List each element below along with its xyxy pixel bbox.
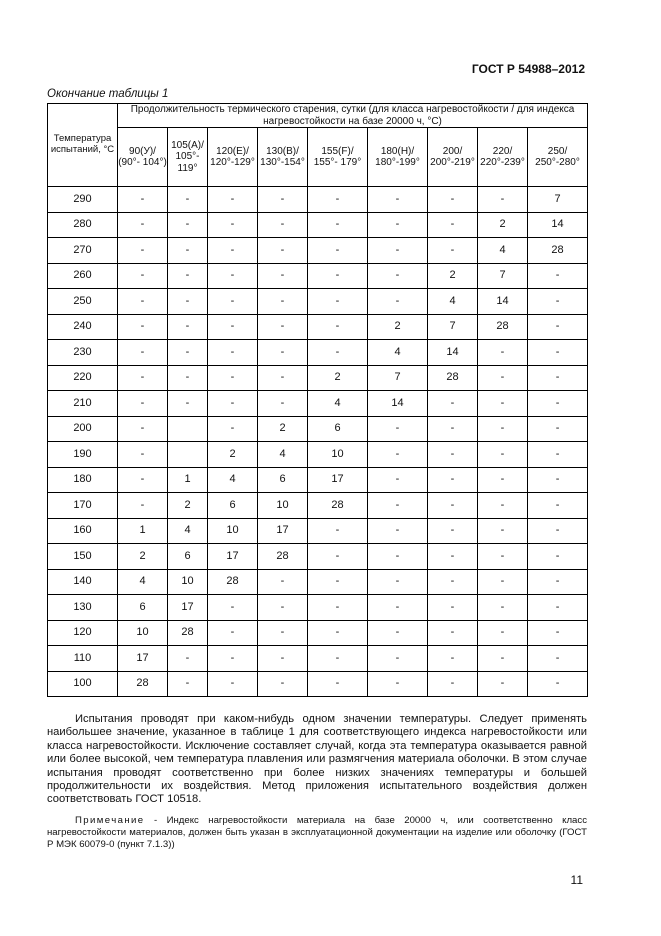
duration-cell: 14 bbox=[528, 212, 588, 238]
duration-cell: - bbox=[308, 544, 368, 570]
temperature-cell: 180 bbox=[48, 467, 118, 493]
duration-cell: - bbox=[208, 391, 258, 417]
duration-cell: 17 bbox=[208, 544, 258, 570]
duration-cell: - bbox=[528, 263, 588, 289]
duration-cell: - bbox=[208, 289, 258, 315]
duration-cell: - bbox=[308, 289, 368, 315]
class-header-6: 200/ 200°-219° bbox=[428, 128, 478, 187]
duration-cell: - bbox=[118, 187, 168, 213]
duration-cell: - bbox=[368, 442, 428, 468]
duration-cell: - bbox=[478, 340, 528, 366]
duration-cell: - bbox=[308, 187, 368, 213]
duration-cell: - bbox=[528, 467, 588, 493]
duration-cell: 10 bbox=[168, 569, 208, 595]
duration-cell: - bbox=[528, 416, 588, 442]
note-text: - Индекс нагревостойкости материала на базе 20000 ч, или соответственно класс нагревостойкости материалов, должен быть указан в эксплуатационной документации на изделие или оболочку (ГОСТ Р МЭК 60079-0 (пункт 7.1.3)) bbox=[47, 815, 587, 850]
duration-cell: 17 bbox=[258, 518, 308, 544]
duration-cell bbox=[168, 442, 208, 468]
duration-cell: 28 bbox=[208, 569, 258, 595]
temperature-cell: 230 bbox=[48, 340, 118, 366]
class-header-8: 250/ 250°-280° bbox=[528, 128, 588, 187]
table-row bbox=[48, 391, 588, 417]
temperature-cell: 220 bbox=[48, 365, 118, 391]
duration-cell: - bbox=[478, 187, 528, 213]
duration-cell: - bbox=[528, 391, 588, 417]
duration-cell: 4 bbox=[308, 391, 368, 417]
document-id: ГОСТ Р 54988–2012 bbox=[471, 62, 585, 76]
duration-cell: - bbox=[368, 493, 428, 519]
duration-cell: 4 bbox=[368, 340, 428, 366]
duration-cell: - bbox=[208, 620, 258, 646]
duration-cell: - bbox=[308, 263, 368, 289]
duration-cell: 4 bbox=[118, 569, 168, 595]
table-row bbox=[48, 518, 588, 544]
duration-cell: - bbox=[478, 467, 528, 493]
table-row bbox=[48, 416, 588, 442]
duration-cell: 7 bbox=[528, 187, 588, 213]
duration-cell: - bbox=[478, 365, 528, 391]
note-paragraph bbox=[47, 815, 587, 850]
duration-cell: - bbox=[208, 595, 258, 621]
duration-cell: 4 bbox=[168, 518, 208, 544]
duration-cell: - bbox=[528, 365, 588, 391]
duration-cell: - bbox=[428, 646, 478, 672]
duration-cell: - bbox=[368, 467, 428, 493]
class-header-2: 120(Е)/ 120°-129° bbox=[208, 128, 258, 187]
duration-cell: 7 bbox=[478, 263, 528, 289]
duration-cell: 7 bbox=[368, 365, 428, 391]
temperature-column-header: Температура испытаний, °С bbox=[48, 104, 118, 187]
duration-cell: - bbox=[528, 671, 588, 697]
duration-cell: - bbox=[308, 646, 368, 672]
duration-cell: - bbox=[258, 620, 308, 646]
duration-cell: - bbox=[118, 314, 168, 340]
duration-cell: - bbox=[258, 569, 308, 595]
duration-cell: 2 bbox=[308, 365, 368, 391]
table-caption: Окончание таблицы 1 bbox=[47, 88, 169, 100]
class-header-1: 105(А)/ 105°- 119° bbox=[168, 128, 208, 187]
duration-cell: - bbox=[258, 187, 308, 213]
duration-cell: - bbox=[428, 569, 478, 595]
table-row bbox=[48, 467, 588, 493]
duration-cell: - bbox=[168, 391, 208, 417]
duration-cell: - bbox=[118, 493, 168, 519]
duration-cell: - bbox=[208, 646, 258, 672]
duration-cell: - bbox=[258, 595, 308, 621]
duration-cell: 14 bbox=[368, 391, 428, 417]
duration-cell: 4 bbox=[478, 238, 528, 264]
table-row bbox=[48, 544, 588, 570]
duration-cell: 10 bbox=[208, 518, 258, 544]
temperature-cell: 290 bbox=[48, 187, 118, 213]
duration-cell: - bbox=[368, 646, 428, 672]
duration-cell: - bbox=[478, 671, 528, 697]
duration-cell: - bbox=[118, 416, 168, 442]
duration-cell: - bbox=[308, 238, 368, 264]
duration-cell: 28 bbox=[258, 544, 308, 570]
table-row bbox=[48, 493, 588, 519]
duration-cell: - bbox=[428, 238, 478, 264]
duration-cell: - bbox=[208, 212, 258, 238]
duration-cell: - bbox=[528, 314, 588, 340]
duration-cell: - bbox=[168, 646, 208, 672]
duration-cell: - bbox=[208, 340, 258, 366]
duration-cell: - bbox=[258, 212, 308, 238]
duration-cell: 6 bbox=[118, 595, 168, 621]
duration-cell: - bbox=[168, 263, 208, 289]
duration-cell: - bbox=[528, 569, 588, 595]
duration-cell: 4 bbox=[428, 289, 478, 315]
duration-cell: - bbox=[308, 595, 368, 621]
duration-cell: - bbox=[258, 340, 308, 366]
duration-cell: 28 bbox=[428, 365, 478, 391]
duration-cell: - bbox=[208, 314, 258, 340]
duration-cell: - bbox=[258, 391, 308, 417]
duration-cell: - bbox=[428, 493, 478, 519]
duration-cell: - bbox=[368, 518, 428, 544]
duration-cell: - bbox=[368, 620, 428, 646]
duration-cell: - bbox=[368, 416, 428, 442]
temperature-cell: 120 bbox=[48, 620, 118, 646]
duration-cell: - bbox=[478, 518, 528, 544]
duration-cell: 7 bbox=[428, 314, 478, 340]
duration-cell: - bbox=[368, 671, 428, 697]
temperature-cell: 110 bbox=[48, 646, 118, 672]
duration-cell: 17 bbox=[308, 467, 368, 493]
duration-cell: - bbox=[208, 365, 258, 391]
duration-cell: - bbox=[308, 212, 368, 238]
temperature-cell: 140 bbox=[48, 569, 118, 595]
body-paragraph: Испытания проводят при каком-нибудь одном значении температуры. Следует применять наибольшее значение, указанное в таблице 1 для соответствующего индекса нагревостойкости или класса нагревостойкости. Исключение составляет случай, когда эта температура оказывается равной или более высокой, чем температура плавления или размягчения материала оболочки. В этом случае испытания проводят соответственно при более низких значениях температуры и большей продолжительности их воздействия. Метод приложения испытательного воздействия должен соответствовать ГОСТ 10518. bbox=[47, 713, 587, 806]
duration-cell: - bbox=[308, 314, 368, 340]
temperature-cell: 280 bbox=[48, 212, 118, 238]
duration-span-header: Продолжительность термического старения, сутки (для класса нагревостойкости / для индекса нагревостойкости на базе 20000 ч, °С) bbox=[118, 104, 588, 128]
duration-cell: - bbox=[168, 289, 208, 315]
duration-cell: - bbox=[308, 569, 368, 595]
page-number: 11 bbox=[570, 873, 583, 887]
duration-cell: - bbox=[478, 416, 528, 442]
duration-cell: - bbox=[428, 518, 478, 544]
duration-cell: 14 bbox=[478, 289, 528, 315]
duration-cell: 2 bbox=[258, 416, 308, 442]
table-row bbox=[48, 569, 588, 595]
duration-cell: - bbox=[478, 569, 528, 595]
duration-cell: - bbox=[528, 442, 588, 468]
table-row bbox=[48, 289, 588, 315]
class-header-7: 220/ 220°-239° bbox=[478, 128, 528, 187]
duration-cell: - bbox=[308, 620, 368, 646]
temperature-cell: 250 bbox=[48, 289, 118, 315]
duration-cell: - bbox=[168, 365, 208, 391]
duration-cell: 4 bbox=[208, 467, 258, 493]
duration-cell: - bbox=[368, 289, 428, 315]
duration-cell: - bbox=[168, 187, 208, 213]
duration-cell: - bbox=[528, 544, 588, 570]
duration-cell: - bbox=[528, 340, 588, 366]
table-row bbox=[48, 187, 588, 213]
duration-cell: 6 bbox=[168, 544, 208, 570]
temperature-cell: 170 bbox=[48, 493, 118, 519]
duration-cell: - bbox=[168, 212, 208, 238]
duration-cell: - bbox=[118, 467, 168, 493]
temperature-cell: 190 bbox=[48, 442, 118, 468]
duration-cell: - bbox=[478, 646, 528, 672]
duration-cell: - bbox=[428, 544, 478, 570]
table-row bbox=[48, 263, 588, 289]
duration-cell: - bbox=[118, 212, 168, 238]
duration-cell: - bbox=[118, 289, 168, 315]
duration-cell: - bbox=[528, 289, 588, 315]
table-row bbox=[48, 595, 588, 621]
duration-cell: 14 bbox=[428, 340, 478, 366]
class-header-4: 155(F)/ 155°- 179° bbox=[308, 128, 368, 187]
duration-cell: - bbox=[168, 238, 208, 264]
class-header-row bbox=[48, 128, 588, 187]
duration-cell: 6 bbox=[308, 416, 368, 442]
aging-duration-table bbox=[47, 103, 588, 697]
duration-cell: - bbox=[368, 187, 428, 213]
temperature-cell: 200 bbox=[48, 416, 118, 442]
duration-cell: 1 bbox=[168, 467, 208, 493]
table-row bbox=[48, 314, 588, 340]
duration-cell: - bbox=[478, 544, 528, 570]
duration-cell: 28 bbox=[168, 620, 208, 646]
duration-cell: - bbox=[478, 595, 528, 621]
duration-cell: 2 bbox=[478, 212, 528, 238]
duration-cell: - bbox=[258, 238, 308, 264]
duration-cell: - bbox=[368, 544, 428, 570]
duration-cell: - bbox=[168, 340, 208, 366]
duration-cell: 28 bbox=[118, 671, 168, 697]
duration-cell: - bbox=[478, 493, 528, 519]
duration-cell: - bbox=[528, 646, 588, 672]
duration-cell: - bbox=[308, 518, 368, 544]
duration-cell: - bbox=[208, 416, 258, 442]
table-row bbox=[48, 442, 588, 468]
temperature-cell: 150 bbox=[48, 544, 118, 570]
duration-cell: 2 bbox=[368, 314, 428, 340]
duration-cell: - bbox=[428, 442, 478, 468]
temperature-cell: 130 bbox=[48, 595, 118, 621]
duration-cell: 2 bbox=[168, 493, 208, 519]
duration-cell: 6 bbox=[208, 493, 258, 519]
duration-cell: - bbox=[118, 238, 168, 264]
duration-cell: 2 bbox=[428, 263, 478, 289]
note-label: Примечание bbox=[75, 815, 145, 826]
class-header-5: 180(Н)/ 180°-199° bbox=[368, 128, 428, 187]
duration-cell: - bbox=[368, 238, 428, 264]
duration-cell: - bbox=[528, 518, 588, 544]
duration-cell: 17 bbox=[168, 595, 208, 621]
duration-cell: 10 bbox=[308, 442, 368, 468]
duration-cell: - bbox=[258, 646, 308, 672]
duration-cell: - bbox=[428, 671, 478, 697]
temperature-cell: 160 bbox=[48, 518, 118, 544]
class-header-0: 90(У)/ (90°- 104°) bbox=[118, 128, 168, 187]
duration-cell: - bbox=[118, 340, 168, 366]
duration-cell: - bbox=[368, 595, 428, 621]
duration-cell: 6 bbox=[258, 467, 308, 493]
table-row bbox=[48, 212, 588, 238]
duration-cell: 10 bbox=[258, 493, 308, 519]
class-header-3: 130(В)/ 130°-154° bbox=[258, 128, 308, 187]
duration-cell: 28 bbox=[478, 314, 528, 340]
table-row bbox=[48, 646, 588, 672]
duration-cell: - bbox=[258, 289, 308, 315]
table-row bbox=[48, 340, 588, 366]
duration-cell: - bbox=[258, 671, 308, 697]
table-row bbox=[48, 620, 588, 646]
duration-cell: - bbox=[528, 493, 588, 519]
duration-cell: 1 bbox=[118, 518, 168, 544]
temperature-cell: 240 bbox=[48, 314, 118, 340]
duration-cell: 28 bbox=[308, 493, 368, 519]
duration-cell: - bbox=[428, 595, 478, 621]
duration-cell: - bbox=[368, 263, 428, 289]
temperature-cell: 270 bbox=[48, 238, 118, 264]
duration-cell: - bbox=[368, 212, 428, 238]
duration-cell: - bbox=[368, 569, 428, 595]
duration-cell: - bbox=[168, 314, 208, 340]
duration-cell: - bbox=[308, 671, 368, 697]
temperature-cell: 100 bbox=[48, 671, 118, 697]
duration-cell: - bbox=[208, 238, 258, 264]
duration-cell: - bbox=[308, 340, 368, 366]
duration-cell: - bbox=[258, 365, 308, 391]
duration-cell: - bbox=[428, 212, 478, 238]
duration-cell: - bbox=[118, 391, 168, 417]
table-body bbox=[48, 187, 588, 697]
duration-cell: - bbox=[118, 442, 168, 468]
duration-cell: 28 bbox=[528, 238, 588, 264]
duration-cell: - bbox=[428, 416, 478, 442]
duration-cell: - bbox=[528, 595, 588, 621]
duration-cell: - bbox=[478, 442, 528, 468]
duration-cell: - bbox=[118, 263, 168, 289]
table-row bbox=[48, 671, 588, 697]
temperature-cell: 260 bbox=[48, 263, 118, 289]
table-row bbox=[48, 365, 588, 391]
duration-cell: 17 bbox=[118, 646, 168, 672]
duration-cell: - bbox=[428, 467, 478, 493]
duration-cell: 2 bbox=[118, 544, 168, 570]
duration-cell: - bbox=[428, 391, 478, 417]
duration-cell: - bbox=[258, 314, 308, 340]
duration-cell: 2 bbox=[208, 442, 258, 468]
duration-cell: - bbox=[208, 263, 258, 289]
duration-cell: - bbox=[258, 263, 308, 289]
duration-cell: - bbox=[478, 620, 528, 646]
duration-cell: - bbox=[478, 391, 528, 417]
duration-cell bbox=[168, 416, 208, 442]
duration-cell: - bbox=[208, 187, 258, 213]
duration-cell: - bbox=[528, 620, 588, 646]
duration-cell: - bbox=[208, 671, 258, 697]
duration-cell: - bbox=[428, 187, 478, 213]
duration-cell: - bbox=[428, 620, 478, 646]
duration-cell: 10 bbox=[118, 620, 168, 646]
duration-cell: 4 bbox=[258, 442, 308, 468]
table-row bbox=[48, 238, 588, 264]
temperature-cell: 210 bbox=[48, 391, 118, 417]
duration-cell: - bbox=[118, 365, 168, 391]
duration-cell: - bbox=[168, 671, 208, 697]
